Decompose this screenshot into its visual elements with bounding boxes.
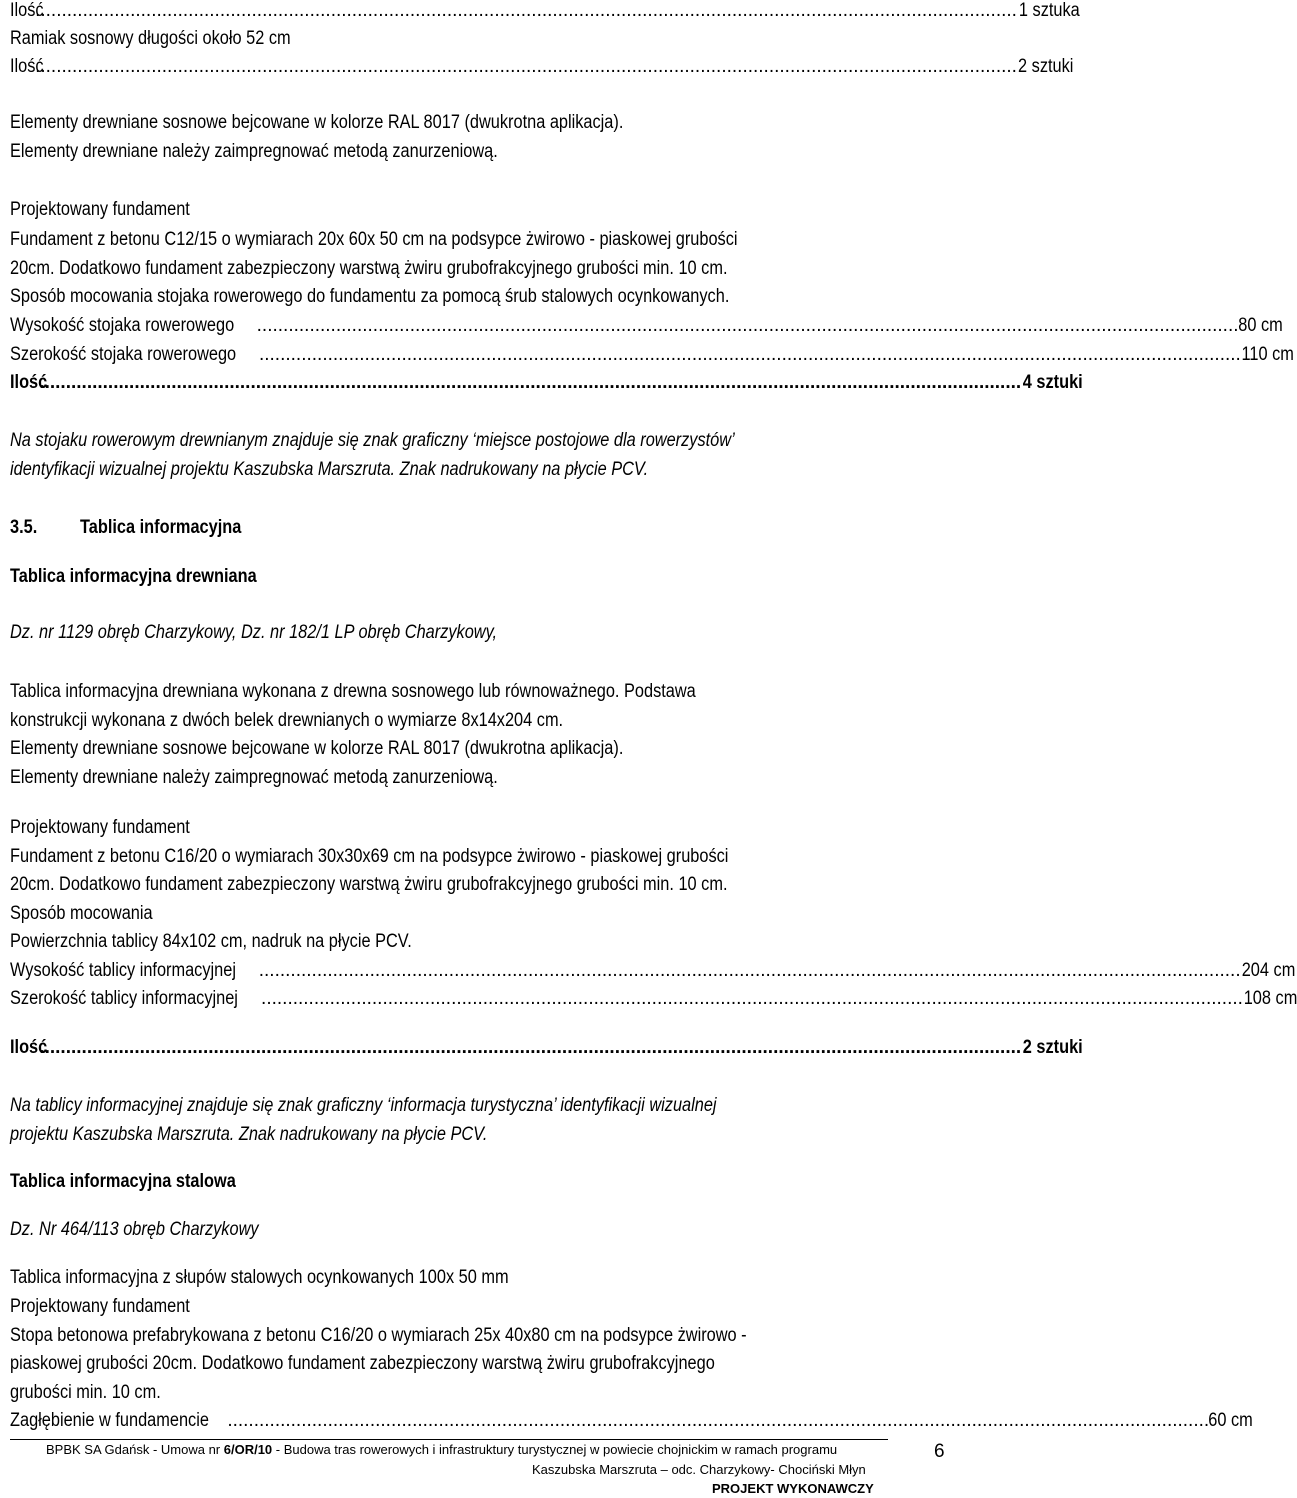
text-line: 20cm. Dodatkowo fundament zabezpieczony warstwą żwiru grubofrakcyjnego grubości min. 10 cm. — [10, 258, 728, 279]
italic-note: Na stojaku rowerowym drewnianym znajduje się znak graficzny ‘miejsce postojowe dla rowerzystów’ — [10, 430, 735, 451]
row-label: Wysokość stojaka rowerowego — [10, 315, 235, 336]
text-line: Powierzchnia tablicy 84x102 cm, nadruk na płycie PCV. — [10, 931, 412, 952]
section-label: Projektowany fundament — [10, 817, 190, 838]
subsection-heading: Tablica informacyjna stalowa — [10, 1171, 236, 1192]
footer-contract-prefix: BPBK SA Gdańsk - Umowa nr — [46, 1442, 224, 1457]
footer-line-2: Kaszubska Marszruta – odc. Charzykowy- Chociński Młyn — [532, 1462, 866, 1477]
dot-leader: .......................................................................................................................................................................................... — [256, 315, 1239, 336]
row-label: Wysokość tablicy informacyjnej — [10, 960, 236, 981]
row-label: Ilość — [10, 0, 44, 21]
text-line: Stopa betonowa prefabrykowana z betonu C16/20 o wymiarach 25x 40x80 cm na podsypce żwirowo - — [10, 1325, 747, 1346]
row-label: Ilość — [10, 372, 48, 393]
text-line: Elementy drewniane należy zaimpregnować metodą zanurzeniową. — [10, 141, 498, 162]
quantity-row — [10, 0, 1080, 22]
row-label: Ilość — [10, 56, 44, 77]
row-value: 204 cm — [1241, 960, 1295, 981]
text-line: Fundament z betonu C16/20 o wymiarach 30x30x69 cm na podsypce żwirowo - piaskowej grubości — [10, 846, 729, 867]
row-value: 108 cm — [1243, 988, 1297, 1009]
text-line: konstrukcji wykonana z dwóch belek drewnianych o wymiarze 8x14x204 cm. — [10, 710, 564, 731]
italic-note: identyfikacji wizualnej projektu Kaszubska Marszruta. Znak nadrukowany na płycie PCV. — [10, 459, 649, 480]
text-line: Tablica informacyjna drewniana wykonana z drewna sosnowego lub równoważnego. Podstawa — [10, 681, 696, 702]
text-line: Elementy drewniane należy zaimpregnować metodą zanurzeniową. — [10, 767, 498, 788]
text-line: Elementy drewniane sosnowe bejcowane w kolorze RAL 8017 (dwukrotna aplikacja). — [10, 112, 624, 133]
row-value: 80 cm — [1237, 315, 1283, 336]
footer-divider — [10, 1439, 888, 1440]
footer-contract-number: 6/OR/10 — [223, 1442, 273, 1457]
dot-leader: .......................................................................................................................................................................................... — [258, 344, 1241, 365]
section-label: Projektowany fundament — [10, 199, 190, 220]
row-value: 4 sztuki — [1022, 372, 1083, 393]
dimension-row — [10, 988, 1297, 1010]
page-number: 6 — [934, 1441, 945, 1462]
row-label: Ilość — [10, 1037, 48, 1058]
text-line: Tablica informacyjna z słupów stalowych ocynkowanych 100x 50 mm — [10, 1267, 509, 1288]
italic-note: projektu Kaszubska Marszruta. Znak nadrukowany na płycie PCV. — [10, 1124, 488, 1145]
footer-line-3: PROJEKT WYKONAWCZY — [712, 1481, 874, 1496]
dimension-row — [10, 315, 1283, 337]
section-heading: Tablica informacyjna — [80, 517, 242, 538]
text-line: Sposób mocowania — [10, 903, 153, 924]
row-label: Szerokość tablicy informacyjnej — [10, 988, 238, 1009]
section-label: Projektowany fundament — [10, 1296, 190, 1317]
dot-leader: .......................................................................................................................................................................................... — [227, 1410, 1210, 1431]
quantity-row — [10, 56, 1074, 78]
parcel-reference: Dz. nr 1129 obręb Charzykowy, Dz. nr 182/1 LP obręb Charzykowy, — [10, 622, 498, 643]
dot-leader: .......................................................................................................................................................................................... — [261, 988, 1243, 1009]
text-line: Sposób mocowania stojaka rowerowego do fundamentu za pomocą śrub stalowych ocynkowanych. — [10, 286, 730, 307]
subsection-heading: Tablica informacyjna drewniana — [10, 566, 257, 587]
parcel-reference: Dz. Nr 464/113 obręb Charzykowy — [10, 1219, 259, 1240]
row-value: 60 cm — [1208, 1410, 1253, 1431]
text-line: Elementy drewniane sosnowe bejcowane w kolorze RAL 8017 (dwukrotna aplikacja). — [10, 738, 624, 759]
italic-note: Na tablicy informacyjnej znajduje się znak graficzny ‘informacja turystyczna’ identyfikacji wizualnej — [10, 1095, 717, 1116]
row-label: Szerokość stojaka rowerowego — [10, 344, 237, 365]
quantity-row — [10, 372, 1083, 394]
row-value: 1 sztuka — [1018, 0, 1080, 21]
text-line: grubości min. 10 cm. — [10, 1382, 161, 1403]
dimension-row — [10, 1410, 1253, 1432]
dot-leader: .......................................................................................................................................................................................... — [39, 1037, 1022, 1058]
dot-leader: .......................................................................................................................................................................................... — [35, 56, 1017, 77]
row-value: 110 cm — [1241, 344, 1294, 365]
row-value: 2 sztuki — [1022, 1037, 1083, 1058]
text-line: 20cm. Dodatkowo fundament zabezpieczony warstwą żwiru grubofrakcyjnego grubości min. 10 cm. — [10, 874, 728, 895]
dot-leader: .......................................................................................................................................................................................... — [35, 0, 1017, 21]
quantity-row — [10, 1037, 1083, 1059]
dimension-row — [10, 344, 1294, 366]
section-number: 3.5. — [10, 517, 38, 538]
dimension-row — [10, 960, 1295, 982]
text-line: piaskowej grubości 20cm. Dodatkowo fundament zabezpieczony warstwą żwiru grubofrakcyjnego — [10, 1353, 715, 1374]
dot-leader: .......................................................................................................................................................................................... — [39, 372, 1022, 393]
row-label: Zagłębienie w fundamencie — [10, 1410, 209, 1431]
text-line: Ramiak sosnowy długości około 52 cm — [10, 28, 291, 49]
dot-leader: .......................................................................................................................................................................................... — [258, 960, 1241, 981]
row-value: 2 sztuki — [1017, 56, 1074, 77]
footer-contract-suffix: - Budowa tras rowerowych i infrastruktury turystycznej w powiecie chojnickim w ramach programu — [272, 1442, 838, 1457]
footer-line-1 — [46, 1442, 837, 1458]
text-line: Fundament z betonu C12/15 o wymiarach 20x 60x 50 cm na podsypce żwirowo - piaskowej grubości — [10, 229, 738, 250]
